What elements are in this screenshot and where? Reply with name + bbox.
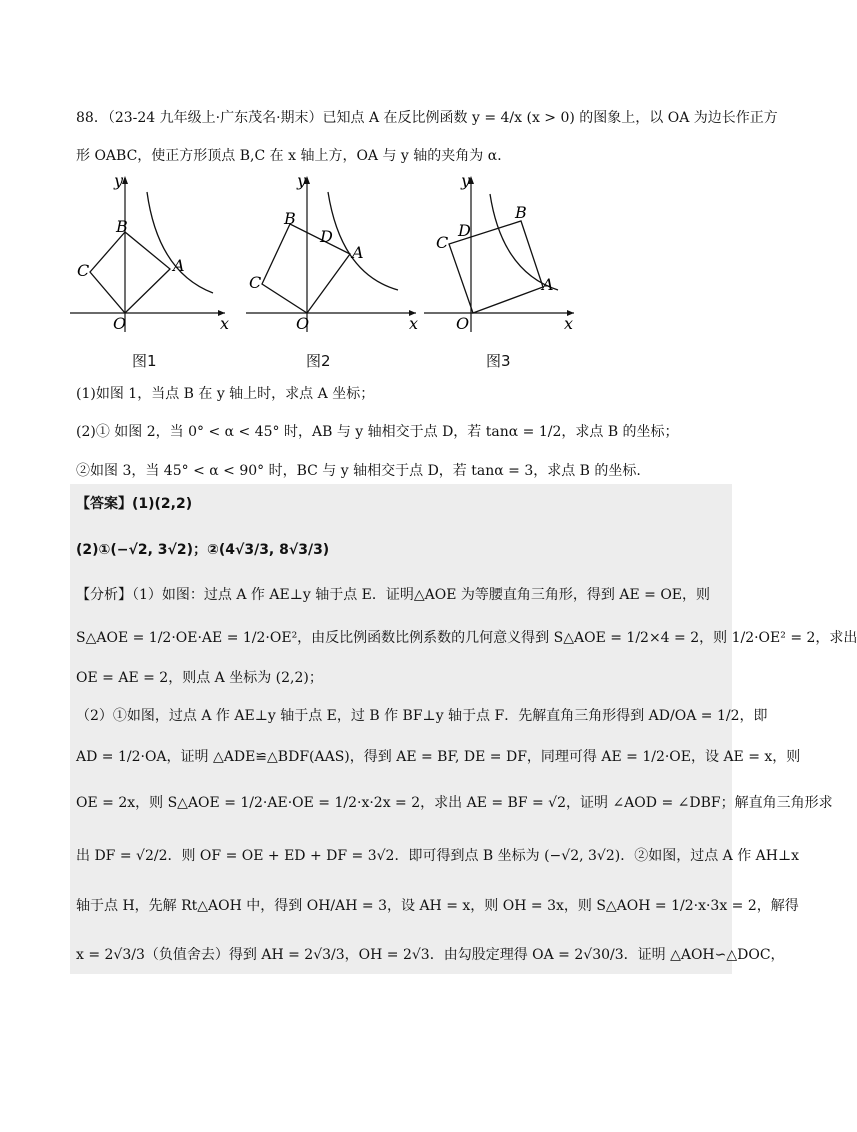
problem-line-1: 88．（23-24 九年级上·广东茂名·期末）已知点 A 在反比例函数 y = 4/x (x > 0) 的图象上，以 OA 为边长作正方 <box>76 110 778 126</box>
question-1: (1)如图 1，当点 B 在 y 轴上时，求点 A 坐标； <box>76 386 375 402</box>
fig2-label-D: D <box>320 227 333 246</box>
question-2a: (2)① 如图 2，当 0° < α < 45° 时，AB 与 y 轴相交于点 D，若 tanα = 1/2，求点 B 的坐标； <box>76 424 679 440</box>
fig3-label-x: x <box>564 314 574 333</box>
fig3-label-A: A <box>542 275 554 294</box>
analysis-line-8: 轴于点 H，先解 Rt△AOH 中，得到 OH/AH = 3，设 AH = x，则 OH = 3x，则 S△AOH = 1/2·x·3x = 2，解得 <box>76 898 799 914</box>
fig1-label-C: C <box>77 261 90 280</box>
analysis-line-2: S△AOE = 1/2·OE·AE = 1/2·OE²，由反比例函数比例系数的几何意义得到 S△AOE = 1/2×4 = 2，则 1/2·OE² = 2，求出 <box>76 630 857 646</box>
figure-2 <box>246 172 426 336</box>
analysis-line-7: 出 DF = √2/2．则 OF = OE + ED + DF = 3√2．即可得到点 B 坐标为 (−√2, 3√2)．②如图，过点 A 作 AH⊥x <box>76 848 800 864</box>
figure-2-caption: 图2 <box>306 352 331 370</box>
fig2-label-y: y <box>297 171 307 190</box>
problem-line-2: 形 OABC，使正方形顶点 B,C 在 x 轴上方，OA 与 y 轴的夹角为 α． <box>76 148 512 164</box>
analysis-line-3: OE = AE = 2，则点 A 坐标为 (2,2)； <box>76 670 323 686</box>
figure-1 <box>70 172 240 336</box>
fig1-label-B: B <box>116 217 128 236</box>
fig3-label-B: B <box>515 203 527 222</box>
analysis-line-4: （2）①如图，过点 A 作 AE⊥y 轴于点 E，过 B 作 BF⊥y 轴于点 F．先解直角三角形得到 AD/OA = 1/2，即 <box>76 708 768 724</box>
analysis-line-6: OE = 2x，则 S△AOE = 1/2·AE·OE = 1/2·x·2x = 2，求出 AE = BF = √2，证明 ∠AOD = ∠DBF；解直角三角形求 <box>76 795 833 811</box>
fig2-label-B: B <box>284 209 296 228</box>
figure-3 <box>424 172 584 336</box>
fig2-label-C: C <box>249 273 262 292</box>
figure-3-caption: 图3 <box>486 352 511 370</box>
analysis-line-9: x = 2√3/3（负值舍去）得到 AH = 2√3/3，OH = 2√3．由勾股定理得 OA = 2√30/3．证明 △AOH∽△DOC， <box>76 947 785 963</box>
fig3-label-D: D <box>458 221 471 240</box>
fig2-label-O: O <box>296 314 310 333</box>
fig2-label-A: A <box>352 243 364 262</box>
fig1-label-y: y <box>114 171 124 190</box>
fig3-label-C: C <box>436 233 449 252</box>
answer-line-1: 【答案】(1)(2,2) <box>76 496 193 512</box>
analysis-line-1: 【分析】（1）如图：过点 A 作 AE⊥y 轴于点 E．证明△AOE 为等腰直角三角形，得到 AE = OE，则 <box>76 587 711 603</box>
analysis-line-5: AD = 1/2·OA，证明 △ADE≌△BDF(AAS)，得到 AE = BF, DE = DF，同理可得 AE = 1/2·OE，设 AE = x，则 <box>76 749 801 765</box>
fig3-label-O: O <box>456 314 470 333</box>
figure-1-caption: 图1 <box>132 352 157 370</box>
fig1-label-O: O <box>113 314 127 333</box>
fig1-label-A: A <box>173 256 185 275</box>
question-2b: ②如图 3，当 45° < α < 90° 时，BC 与 y 轴相交于点 D，若 tanα = 3，求点 B 的坐标. <box>76 463 641 479</box>
fig2-label-x: x <box>409 314 419 333</box>
fig1-label-x: x <box>220 314 230 333</box>
answer-line-2: (2)①(−√2, 3√2)；②(4√3/3, 8√3/3) <box>76 542 330 558</box>
fig3-label-y: y <box>461 171 471 190</box>
